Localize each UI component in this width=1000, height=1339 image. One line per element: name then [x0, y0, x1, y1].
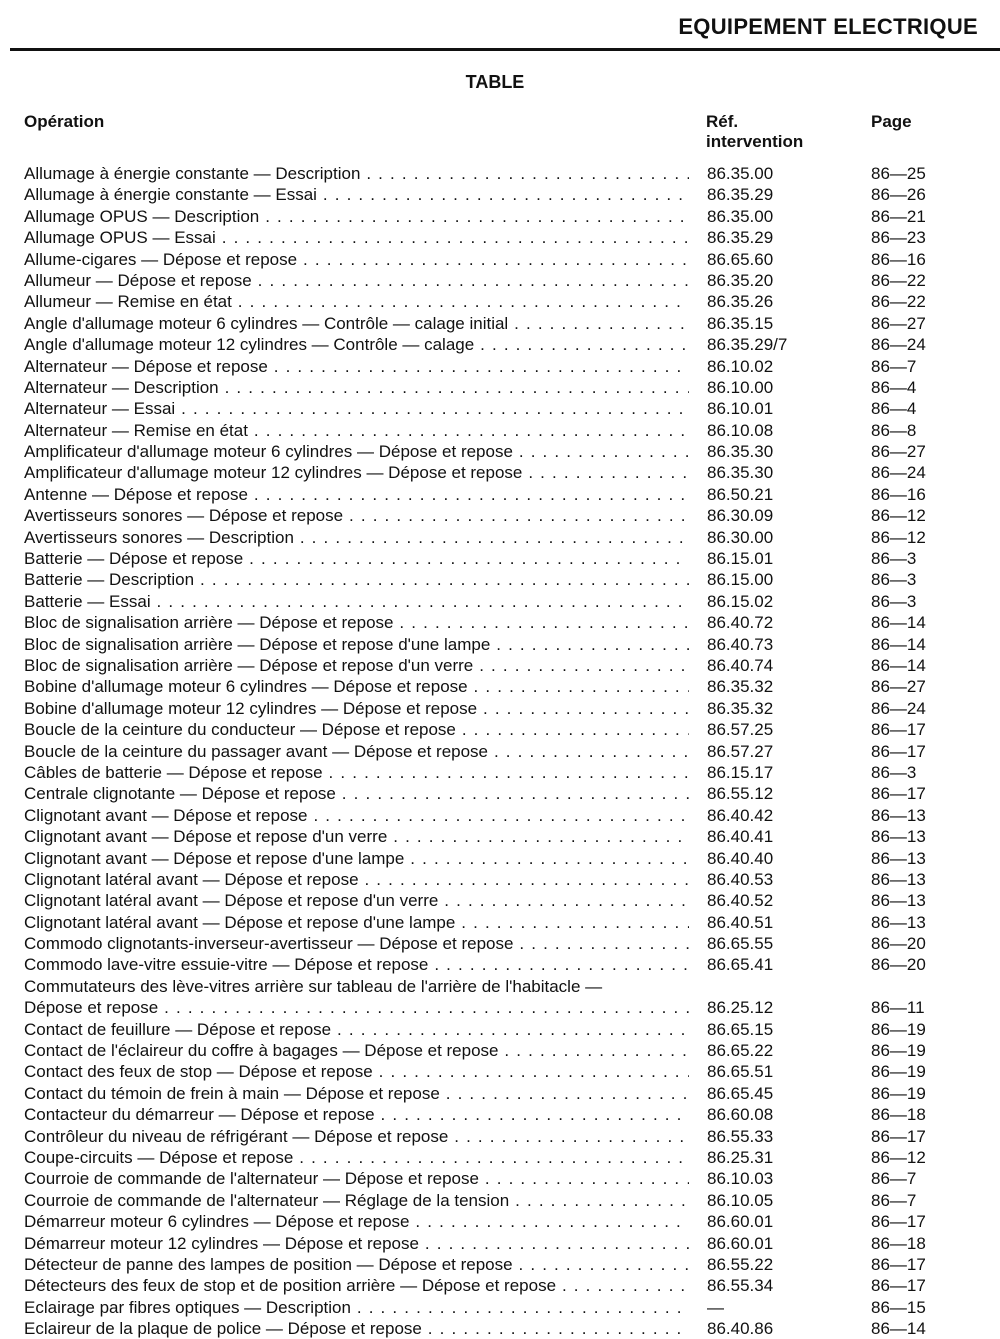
table-row — [0, 1233, 1000, 1254]
reference-code: 86.60.01 — [707, 1212, 774, 1232]
reference-code: 86.65.15 — [707, 1019, 774, 1039]
table-row — [0, 783, 1000, 804]
reference-code: 86.40.52 — [707, 891, 774, 911]
table-row — [0, 462, 1000, 483]
table-row — [0, 591, 1000, 612]
operation-text: Détecteur de panne des lampes de position — Dépose et repose . . . — [24, 1254, 689, 1275]
operation-text: Alternateur — Essai . . . — [24, 398, 689, 419]
reference-code: 86.35.20 — [707, 270, 774, 290]
page-number: 86—27 — [871, 442, 926, 462]
table-row — [0, 291, 1000, 312]
reference-code: 86.10.05 — [707, 1190, 774, 1210]
page-number: 86—14 — [871, 634, 926, 654]
reference-code: 86.40.41 — [707, 827, 774, 847]
table-row — [0, 527, 1000, 548]
reference-code: 86.35.15 — [707, 313, 774, 333]
reference-code: 86.15.02 — [707, 591, 774, 611]
table-row — [0, 890, 1000, 911]
page-number: 86—8 — [871, 420, 917, 440]
page-number: 86—4 — [871, 399, 917, 419]
operation-text: Clignotant avant — Dépose et repose d'une lampe . . . — [24, 848, 689, 869]
page-number: 86—13 — [871, 848, 926, 868]
page-number: 86—19 — [871, 1083, 926, 1103]
operation-text: Allumage à énergie constante — Essai . . . — [24, 184, 689, 205]
page-number: 86—26 — [871, 185, 926, 205]
table-row — [0, 1254, 1000, 1275]
page-number: 86—7 — [871, 1169, 917, 1189]
page-number: 86—13 — [871, 805, 926, 825]
operation-text: Bloc de signalisation arrière — Dépose et repose d'une lampe . . . — [24, 634, 689, 655]
reference-code: 86.65.41 — [707, 955, 774, 975]
operation-text: Clignotant latéral avant — Dépose et repose . . . — [24, 869, 689, 890]
column-headers — [0, 110, 1000, 156]
operation-text: Allume-cigares — Dépose et repose . . . — [24, 249, 689, 270]
reference-code: 86.35.29/7 — [707, 335, 788, 355]
operation-text: Bobine d'allumage moteur 6 cylindres — Dépose et repose . . . — [24, 676, 689, 697]
page-number: 86—27 — [871, 677, 926, 697]
operation-text: Clignotant latéral avant — Dépose et repose d'une lampe . . . — [24, 912, 689, 933]
operation-text: Alternateur — Dépose et repose . . . — [24, 356, 689, 377]
operation-text: Câbles de batterie — Dépose et repose . . . — [24, 762, 689, 783]
table-row — [0, 1211, 1000, 1232]
page-number: 86—21 — [871, 206, 926, 226]
operation-text: Avertisseurs sonores — Description . . . — [24, 527, 689, 548]
reference-code: 86.35.29 — [707, 228, 774, 248]
reference-code: 86.65.22 — [707, 1041, 774, 1061]
reference-code: 86.30.00 — [707, 527, 774, 547]
reference-code: 86.35.00 — [707, 164, 774, 183]
operation-text: Dépose et repose . . . — [24, 997, 689, 1018]
reference-code: 86.25.12 — [707, 998, 774, 1018]
page-number: 86—3 — [871, 591, 917, 611]
table-row — [0, 826, 1000, 847]
operation-text: Boucle de la ceinture du conducteur — Dépose et repose . . . — [24, 719, 689, 740]
page-number: 86—20 — [871, 955, 926, 975]
table-row — [0, 634, 1000, 655]
table-row — [0, 206, 1000, 227]
table-row — [0, 505, 1000, 526]
page-number: 86—17 — [871, 720, 926, 740]
table-row — [0, 1019, 1000, 1040]
reference-code: 86.35.30 — [707, 442, 774, 462]
reference-code: 86.15.01 — [707, 549, 774, 569]
reference-code: 86.30.09 — [707, 506, 774, 526]
reference-code: 86.40.51 — [707, 912, 774, 932]
operation-text: Coupe-circuits — Dépose et repose . . . — [24, 1147, 689, 1168]
table-row — [0, 933, 1000, 954]
page-number: 86—12 — [871, 1147, 926, 1167]
page-number: 86—17 — [871, 1276, 926, 1296]
reference-code: — — [707, 1297, 724, 1317]
table-row — [0, 1190, 1000, 1211]
page-number: 86—11 — [871, 998, 925, 1018]
reference-code: 86.35.30 — [707, 463, 774, 483]
table-row — [0, 1275, 1000, 1296]
operation-text: Boucle de la ceinture du passager avant — Dépose et repose . . . — [24, 741, 689, 762]
page-number: 86—18 — [871, 1233, 926, 1253]
table-row — [0, 227, 1000, 248]
page-number: 86—14 — [871, 613, 926, 633]
table-row — [0, 997, 1000, 1018]
operation-text: Courroie de commande de l'alternateur — Dépose et repose . . . — [24, 1168, 689, 1189]
reference-code: 86.10.02 — [707, 356, 774, 376]
operation-text: Centrale clignotante — Dépose et repose . . . — [24, 783, 689, 804]
table-row — [0, 1297, 1000, 1318]
page-number: 86—12 — [871, 527, 926, 547]
column-header-reference — [706, 112, 803, 152]
reference-code: 86.40.42 — [707, 805, 774, 825]
operation-text: Angle d'allumage moteur 6 cylindres — Contrôle — calage initial . . . — [24, 313, 689, 334]
table-row — [0, 1147, 1000, 1168]
reference-code: 86.55.22 — [707, 1254, 774, 1274]
operation-text: Bloc de signalisation arrière — Dépose et repose d'un verre . . . — [24, 655, 689, 676]
reference-code: 86.60.08 — [707, 1105, 774, 1125]
page-number: 86—24 — [871, 698, 926, 718]
operation-text: Courroie de commande de l'alternateur — Réglage de la tension . . . — [24, 1190, 689, 1211]
operation-text: Clignotant avant — Dépose et repose d'un verre . . . — [24, 826, 689, 847]
operation-text: Bobine d'allumage moteur 12 cylindres — Dépose et repose . . . — [24, 698, 689, 719]
reference-code: 86.65.45 — [707, 1083, 774, 1103]
table-row — [0, 1061, 1000, 1082]
operation-text: Batterie — Description . . . — [24, 569, 689, 590]
table-row — [0, 441, 1000, 462]
table-row — [0, 612, 1000, 633]
reference-code: 86.10.01 — [707, 399, 774, 419]
reference-code: 86.40.72 — [707, 613, 774, 633]
table-row — [0, 356, 1000, 377]
table-row — [0, 377, 1000, 398]
operation-text: Bloc de signalisation arrière — Dépose et repose . . . — [24, 612, 689, 633]
operation-text: Détecteurs des feux de stop et de position arrière — Dépose et repose . . . — [24, 1275, 689, 1296]
table-row — [0, 249, 1000, 270]
page-number: 86—13 — [871, 827, 926, 847]
reference-code: 86.35.00 — [707, 206, 774, 226]
reference-code: 86.25.31 — [707, 1147, 774, 1167]
page-number: 86—16 — [871, 484, 926, 504]
page-number: 86—24 — [871, 463, 926, 483]
section-title: EQUIPEMENT ELECTRIQUE — [678, 14, 978, 39]
operation-text: Batterie — Dépose et repose . . . — [24, 548, 689, 569]
table-row — [0, 163, 1000, 184]
reference-code: 86.40.86 — [707, 1319, 774, 1339]
operation-text: Démarreur moteur 6 cylindres — Dépose et repose . . . — [24, 1211, 689, 1232]
page-number: 86—18 — [871, 1105, 926, 1125]
table-row — [0, 398, 1000, 419]
page-number: 86—17 — [871, 741, 926, 761]
reference-code: 86.65.51 — [707, 1062, 774, 1082]
page-number: 86—7 — [871, 356, 917, 376]
table-row — [0, 313, 1000, 334]
operation-text: Clignotant latéral avant — Dépose et repose d'un verre . . . — [24, 890, 689, 911]
page-number: 86—13 — [871, 891, 926, 911]
page-number: 86—19 — [871, 1041, 926, 1061]
page-number: 86—13 — [871, 912, 926, 932]
page-number: 86—17 — [871, 784, 926, 804]
operation-text: Allumage à énergie constante — Description . . . — [24, 163, 689, 184]
table-row — [0, 548, 1000, 569]
table-row — [0, 869, 1000, 890]
table-row — [0, 184, 1000, 205]
table-row — [0, 1318, 1000, 1339]
page-number: 86—12 — [871, 506, 926, 526]
table-row — [0, 698, 1000, 719]
operation-text: Allumeur — Remise en état . . . — [24, 291, 689, 312]
page-number: 86—17 — [871, 1126, 926, 1146]
page-number: 86—13 — [871, 869, 926, 889]
page-number: 86—3 — [871, 570, 917, 590]
table-row — [0, 655, 1000, 676]
page-number: 86—20 — [871, 934, 926, 954]
operation-text: Contact de feuillure — Dépose et repose . . . — [24, 1019, 689, 1040]
operation-text: Angle d'allumage moteur 12 cylindres — Contrôle — calage . . . — [24, 334, 689, 355]
table-row — [0, 805, 1000, 826]
page-number: 86—23 — [871, 228, 926, 248]
table-row — [0, 676, 1000, 697]
header-rule — [10, 48, 1000, 51]
column-header-reference-line2: intervention — [706, 132, 804, 151]
table-row — [0, 912, 1000, 933]
operation-text: Démarreur moteur 12 cylindres — Dépose et repose . . . — [24, 1233, 689, 1254]
operation-text: Contact du témoin de frein à main — Dépose et repose . . . — [24, 1083, 689, 1104]
table-row — [0, 1083, 1000, 1104]
operation-text: Avertisseurs sonores — Dépose et repose . . . — [24, 505, 689, 526]
page-number: 86—27 — [871, 313, 926, 333]
operation-text: Allumage OPUS — Description . . . — [24, 206, 689, 227]
page-number: 86—16 — [871, 249, 926, 269]
reference-code: 86.15.17 — [707, 762, 774, 782]
reference-code: 86.35.26 — [707, 292, 774, 312]
table-row — [0, 954, 1000, 975]
page-number: 86—25 — [871, 164, 926, 183]
table-row — [0, 976, 1000, 997]
operation-text: Allumage OPUS — Essai . . . — [24, 227, 689, 248]
reference-code: 86.35.29 — [707, 185, 774, 205]
operation-text: Contacteur du démarreur — Dépose et repose . . . — [24, 1104, 689, 1125]
reference-code: 86.35.32 — [707, 698, 774, 718]
page-number: 86—17 — [871, 1254, 926, 1274]
page-number: 86—14 — [871, 655, 926, 675]
table-row — [0, 1126, 1000, 1147]
operation-text: Clignotant avant — Dépose et repose . . . — [24, 805, 689, 826]
page-number: 86—4 — [871, 377, 917, 397]
operation-text: Amplificateur d'allumage moteur 12 cylindres — Dépose et repose . . . — [24, 462, 689, 483]
table-row — [0, 484, 1000, 505]
reference-code: 86.65.55 — [707, 934, 774, 954]
reference-code: 86.40.73 — [707, 634, 774, 654]
operation-text: Eclaireur de la plaque de police — Dépose et repose . . . — [24, 1318, 689, 1339]
column-header-operation: Opération — [24, 112, 105, 131]
operation-text: Commodo clignotants-inverseur-avertisseur — Dépose et repose . . . — [24, 933, 689, 954]
table-row — [0, 334, 1000, 355]
reference-code: 86.60.01 — [707, 1233, 774, 1253]
reference-code: 86.40.40 — [707, 848, 774, 868]
operation-text: Amplificateur d'allumage moteur 6 cylindres — Dépose et repose . . . — [24, 441, 689, 462]
table-row — [0, 848, 1000, 869]
operation-text: Batterie — Essai . . . — [24, 591, 689, 612]
operation-text: Contact des feux de stop — Dépose et repose . . . — [24, 1061, 689, 1082]
reference-code: 86.10.08 — [707, 420, 774, 440]
column-header-reference-line1: Réf. — [706, 112, 739, 131]
operation-text: Contrôleur du niveau de réfrigérant — Dépose et repose . . . — [24, 1126, 689, 1147]
reference-code: 86.57.25 — [707, 720, 774, 740]
reference-code: 86.57.27 — [707, 741, 774, 761]
page-number: 86—22 — [871, 292, 926, 312]
page-number: 86—14 — [871, 1319, 926, 1339]
reference-code: 86.35.32 — [707, 677, 774, 697]
column-header-page: Page — [871, 112, 912, 131]
page-number: 86—22 — [871, 270, 926, 290]
operation-text: Alternateur — Description . . . — [24, 377, 689, 398]
operation-text: Commodo lave-vitre essuie-vitre — Dépose et repose . . . — [24, 954, 689, 975]
reference-code: 86.55.12 — [707, 784, 774, 804]
reference-code: 86.50.21 — [707, 484, 774, 504]
reference-code: 86.10.00 — [707, 377, 774, 397]
reference-code: 86.55.34 — [707, 1276, 774, 1296]
operation-text: Commutateurs des lève-vitres arrière sur tableau de l'arrière de l'habitacle — — [24, 976, 603, 996]
table-row — [0, 719, 1000, 740]
operation-text: Contact de l'éclaireur du coffre à bagages — Dépose et repose . . . — [24, 1040, 689, 1061]
operation-text: Antenne — Dépose et repose . . . — [24, 484, 689, 505]
reference-code: 86.10.03 — [707, 1169, 774, 1189]
table-row — [0, 762, 1000, 783]
page-number: 86—15 — [871, 1297, 926, 1317]
operation-text: Eclairage par fibres optiques — Description . . . — [24, 1297, 689, 1318]
page-number: 86—24 — [871, 335, 926, 355]
page-number: 86—19 — [871, 1019, 926, 1039]
page-number: 86—19 — [871, 1062, 926, 1082]
table-row — [0, 270, 1000, 291]
page-number: 86—3 — [871, 549, 917, 569]
operation-text: Alternateur — Remise en état . . . — [24, 420, 689, 441]
reference-code: 86.55.33 — [707, 1126, 774, 1146]
operation-text: Allumeur — Dépose et repose . . . — [24, 270, 689, 291]
table-row — [0, 420, 1000, 441]
table-row — [0, 1168, 1000, 1189]
page-number: 86—17 — [871, 1212, 926, 1232]
reference-code: 86.40.53 — [707, 869, 774, 889]
table-title: TABLE — [465, 72, 525, 92]
table-row — [0, 1104, 1000, 1125]
table-row — [0, 1040, 1000, 1061]
table-row — [0, 569, 1000, 590]
entries-list — [0, 163, 1000, 1339]
page-number: 86—3 — [871, 762, 917, 782]
table-row — [0, 741, 1000, 762]
reference-code: 86.15.00 — [707, 570, 774, 590]
reference-code: 86.40.74 — [707, 655, 774, 675]
page-number: 86—7 — [871, 1190, 917, 1210]
reference-code: 86.65.60 — [707, 249, 774, 269]
